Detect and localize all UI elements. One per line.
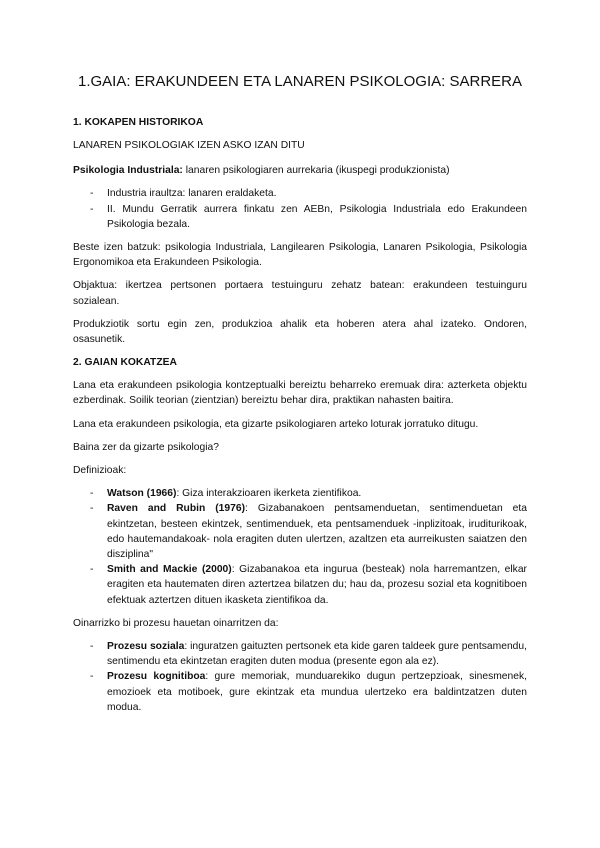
list-item-text: Industria iraultza: lanaren eraldaketa. — [107, 188, 277, 200]
list-item — [73, 501, 527, 562]
industrial-psychology-term: Psikologia Industriala: — [73, 165, 183, 177]
dash-marker: - — [90, 641, 94, 653]
list-item-text: II. Mundu Gerratik aurrera finkatu zen AEBn, Psikologia Industriala edo Erakundeen Psikologia bezala. — [107, 203, 527, 230]
list-item — [73, 562, 527, 608]
list-item — [73, 202, 527, 232]
industrial-psychology-paragraph — [73, 163, 527, 178]
processes-list — [73, 639, 527, 715]
process-text: : inguratzen gaituzten pertsonek eta kide garen taldeek gure pentsamendu, sentimendu eta ekintzetan eragiten duten modua (presente egon ala ez). — [107, 641, 527, 668]
definitions-label: Definizioak: — [73, 465, 127, 477]
section-context — [73, 355, 527, 715]
history-list — [73, 186, 527, 232]
list-item — [73, 186, 527, 201]
page-title: 1.GAIA: ERAKUNDEEN ETA LANAREN PSIKOLOGIA: SARRERA — [77, 73, 523, 90]
dash-marker: - — [90, 488, 94, 500]
list-item — [73, 486, 527, 501]
definitions-list — [73, 486, 527, 608]
list-item — [73, 669, 527, 715]
paragraph: Lana eta erakundeen psikologia kontzeptualki bereiztu beharreko eremuak dira: azterketa objektu ezberdinak. Soilik teorian (zientzian) bereiztu behar dira, praktikan nahasten baitira. — [73, 380, 527, 407]
dash-marker: - — [90, 203, 94, 215]
definition-author: Raven and Rubin (1976) — [107, 503, 246, 515]
definition-text: : Giza interakzioaren ikerketa zientifikoa. — [176, 488, 362, 500]
definition-author: Smith and Mackie (2000) — [107, 564, 232, 576]
list-item — [73, 639, 527, 669]
paragraph: Baina zer da gizarte psikologia? — [73, 441, 219, 453]
processes-label: Oinarrizko bi prozesu hauetan oinarritzen da: — [73, 617, 279, 629]
dash-marker: - — [90, 671, 94, 683]
section-1-intro: LANAREN PSIKOLOGIAK IZEN ASKO IZAN DITU — [73, 140, 305, 151]
definition-text: : Gizabanakoa eta ingurua (besteak) nola harremantzen, elkar eragiten eta hautematen diren aztertzea bilatzen du; hau da, prozesu sozial eta kognitiboen efektuak aztertzen dituen ikasketa zientifikoa da. — [107, 564, 527, 606]
objective-paragraph: Objaktua: ikertzea pertsonen portaera testuinguru zehatz batean: erakundeen testuinguru sozialean. — [73, 280, 527, 307]
dash-marker: - — [90, 564, 94, 576]
section-1-heading: 1. KOKAPEN HISTORIKOA — [73, 117, 204, 128]
production-paragraph: Produkziotik sortu egin zen, produkzioa ahalik eta hoberen atera ahal izateko. Ondoren, osasunetik. — [73, 318, 527, 346]
paragraph: Lana eta erakundeen psikologia, eta gizarte psikologiaren arteko loturak jorratuko ditugu. — [73, 418, 479, 430]
process-term: Prozesu soziala — [107, 641, 185, 653]
dash-marker: - — [90, 503, 94, 515]
section-2-heading: 2. GAIAN KOKATZEA — [73, 357, 177, 369]
other-names-paragraph: Beste izen batzuk: psikologia Industriala, Langilearen Psikologia, Lanaren Psikologia, Psikologia Ergonomikoa eta Erakundeen Psikologia. — [73, 242, 527, 269]
definition-text: : Gizabanakoen pentsamenduetan, sentimenduetan eta ekintzetan, besteen ekintzek, sentimenduek, eta pentsamenduek -inplizitoak, iruditurikoak, edo hautemandakoak- nola eragiten duten ulertzen, azaltzen eta aurreikusten saiatzen den disziplina" — [107, 503, 527, 561]
process-text: : gure memoriak, munduarekiko dugun pertzepzioak, sinesmenek, emozioek eta motiboek, gure ekintzak eta mundua ulertzeko era baldintzatzen duten modua. — [107, 671, 527, 713]
section-historical — [73, 115, 527, 347]
process-term: Prozesu kognitiboa — [107, 671, 206, 683]
industrial-psychology-desc: lanaren psikologiaren aurrekaria (ikuspegi produkzionista) — [182, 165, 450, 177]
dash-marker: - — [90, 188, 94, 200]
definition-author: Watson (1966) — [107, 488, 177, 500]
